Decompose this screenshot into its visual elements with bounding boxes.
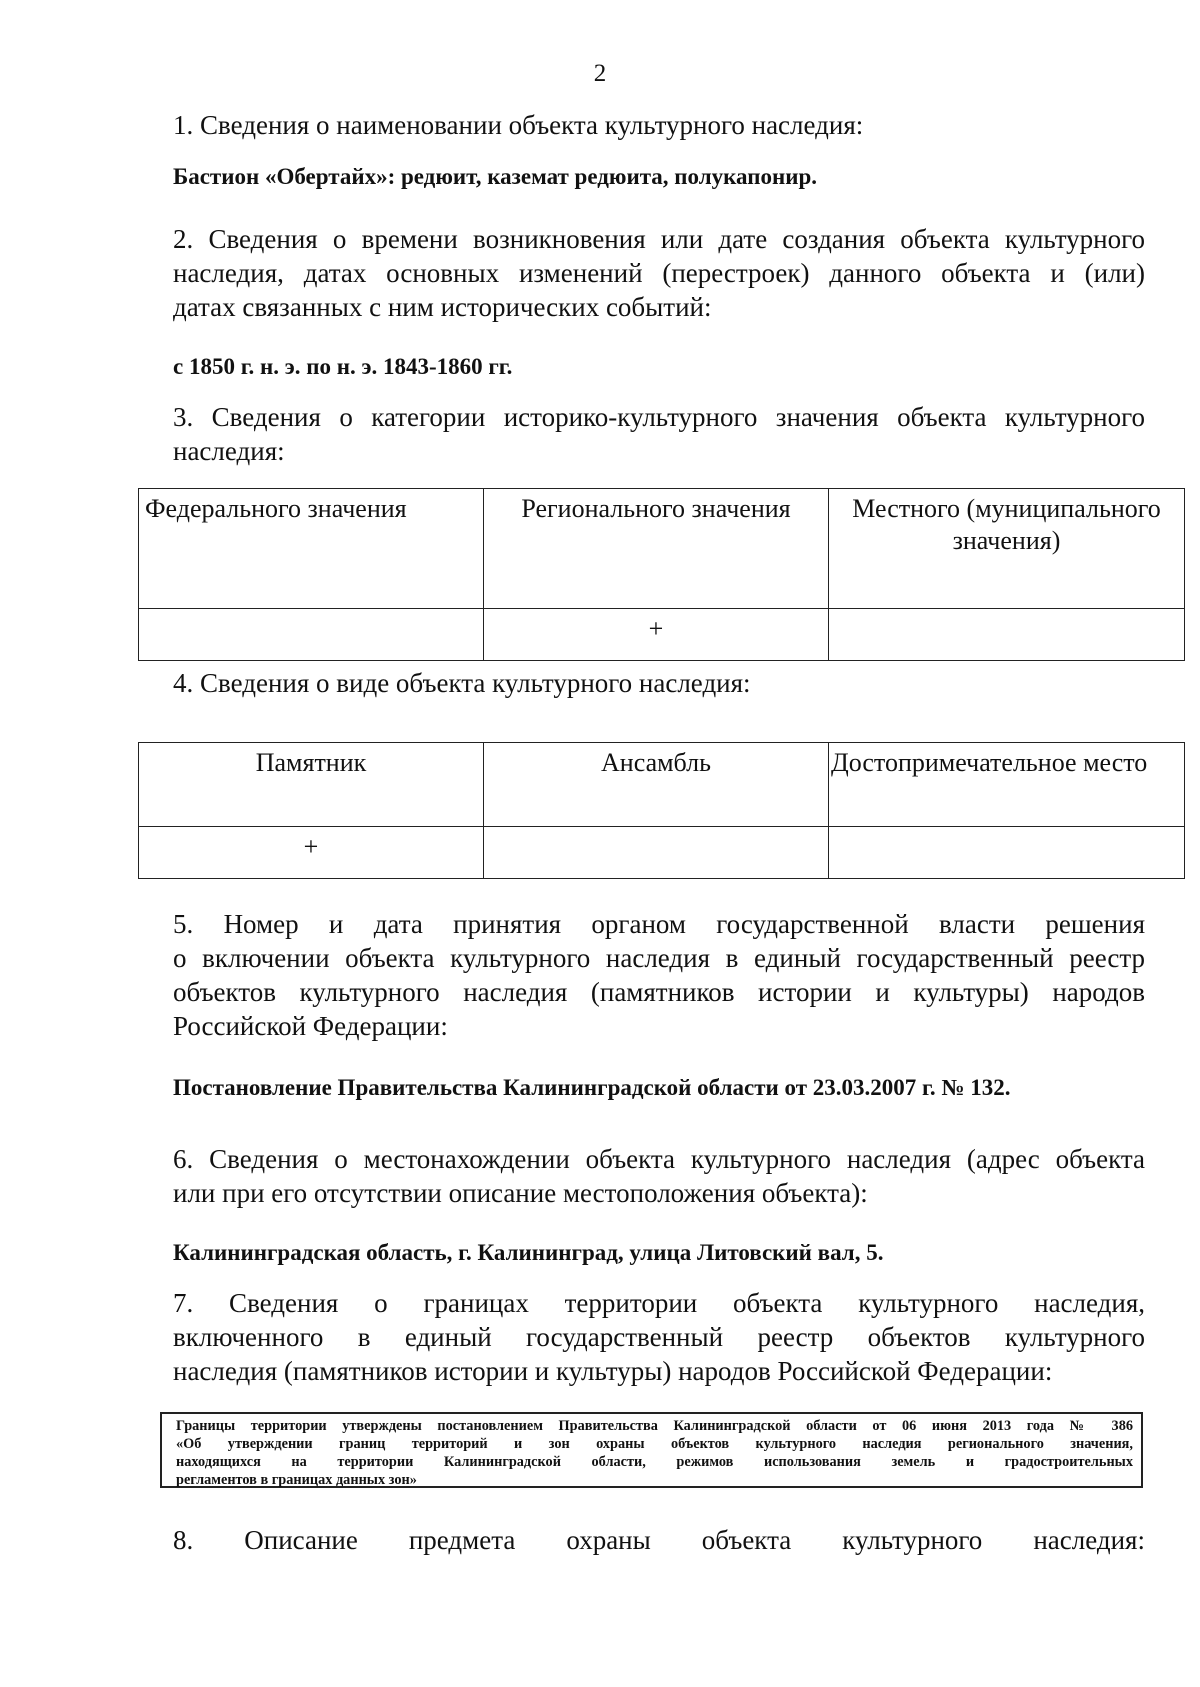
- section-5-line: объектов культурного наследия (памятников истории и культуры) народов: [173, 977, 1145, 1007]
- table-header-row: [139, 743, 1185, 827]
- section-8-word: 8.: [173, 1525, 194, 1555]
- category-federal-mark: [139, 609, 484, 661]
- section-7-heading: [173, 1286, 1145, 1388]
- section-8-heading: [173, 1523, 1145, 1557]
- category-local-mark: [829, 609, 1185, 661]
- note-line: «Об утверждении границ территорий и зон охраны объектов культурного наследия регионального значения,: [176, 1436, 1133, 1452]
- section-3-heading: [173, 400, 1145, 468]
- type-monument-header: Памятник: [139, 743, 484, 827]
- section-5-line: 5. Номер и дата принятия органом государственной власти решения: [173, 909, 1145, 939]
- section-1-value: Бастион «Обертайх»: редюит, каземат редюита, полукапонир.: [173, 164, 818, 189]
- category-regional-mark: +: [484, 609, 829, 661]
- note-line: находящихся на территории Калининградской области, режимов использования земель и градостроительных: [176, 1454, 1133, 1470]
- type-ensemble-header: Ансамбль: [484, 743, 829, 827]
- section-8-word: охраны: [566, 1525, 651, 1555]
- type-ensemble-mark: [484, 827, 829, 879]
- section-3-line: наследия:: [173, 436, 285, 466]
- note-line: Границы территории утверждены постановлением Правительства Калининградской области от 06 июня 2013 года № 386: [176, 1418, 1133, 1434]
- section-2-line: 2. Сведения о времени возникновения или дате создания объекта культурного: [173, 224, 1145, 254]
- section-8-word: объекта: [701, 1525, 792, 1555]
- page-number: 2: [593, 60, 607, 87]
- type-table: [138, 742, 1185, 879]
- table-row: [139, 609, 1185, 661]
- category-federal-header: Федерального значения: [139, 489, 484, 609]
- section-6-line: 6. Сведения о местонахождении объекта культурного наследия (адрес объекта: [173, 1144, 1145, 1174]
- section-5-line: Российской Федерации:: [173, 1011, 448, 1041]
- boundaries-note-box: [160, 1412, 1143, 1488]
- section-8-word: предмета: [408, 1525, 516, 1555]
- section-1-heading: 1. Сведения о наименовании объекта культурного наследия:: [173, 110, 864, 140]
- section-8-word: Описание: [244, 1525, 358, 1555]
- category-table: [138, 488, 1185, 661]
- type-monument-mark: +: [139, 827, 484, 879]
- section-2-line: наследия, датах основных изменений (перестроек) данного объекта и (или): [173, 258, 1145, 288]
- section-6-line: или при его отсутствии описание местоположения объекта):: [173, 1178, 868, 1208]
- section-7-line: 7. Сведения о границах территории объекта культурного наследия,: [173, 1288, 1145, 1318]
- note-line: регламентов в границах данных зон»: [176, 1472, 417, 1488]
- category-local-header: Местного (муниципального значения): [829, 489, 1185, 609]
- section-5-value: Постановление Правительства Калининградской области от 23.03.2007 г. № 132.: [173, 1075, 1011, 1100]
- table-row: [139, 827, 1185, 879]
- table-header-row: [139, 489, 1185, 609]
- type-landmark-mark: [829, 827, 1185, 879]
- section-2-value: с 1850 г. н. э. по н. э. 1843-1860 гг.: [173, 354, 513, 379]
- section-5-heading: [173, 907, 1145, 1043]
- category-regional-header: Регионального значения: [484, 489, 829, 609]
- section-8-word: культурного: [842, 1525, 983, 1555]
- section-7-line: включенного в единый государственный реестр объектов культурного: [173, 1322, 1145, 1352]
- section-5-line: о включении объекта культурного наследия в единый государственный реестр: [173, 943, 1145, 973]
- section-8-word: наследия:: [1033, 1525, 1145, 1555]
- section-6-value: Калининградская область, г. Калининград, улица Литовский вал, 5.: [173, 1240, 884, 1265]
- section-6-heading: [173, 1142, 1145, 1210]
- type-landmark-header: Достопримечательное место: [829, 743, 1185, 827]
- section-3-line: 3. Сведения о категории историко-культурного значения объекта культурного: [173, 402, 1145, 432]
- section-4-heading: 4. Сведения о виде объекта культурного наследия:: [173, 668, 751, 698]
- section-2-line: датах связанных с ним исторических событий:: [173, 292, 712, 322]
- section-2-heading: [173, 222, 1145, 324]
- section-7-line: наследия (памятников истории и культуры) народов Российской Федерации:: [173, 1356, 1053, 1386]
